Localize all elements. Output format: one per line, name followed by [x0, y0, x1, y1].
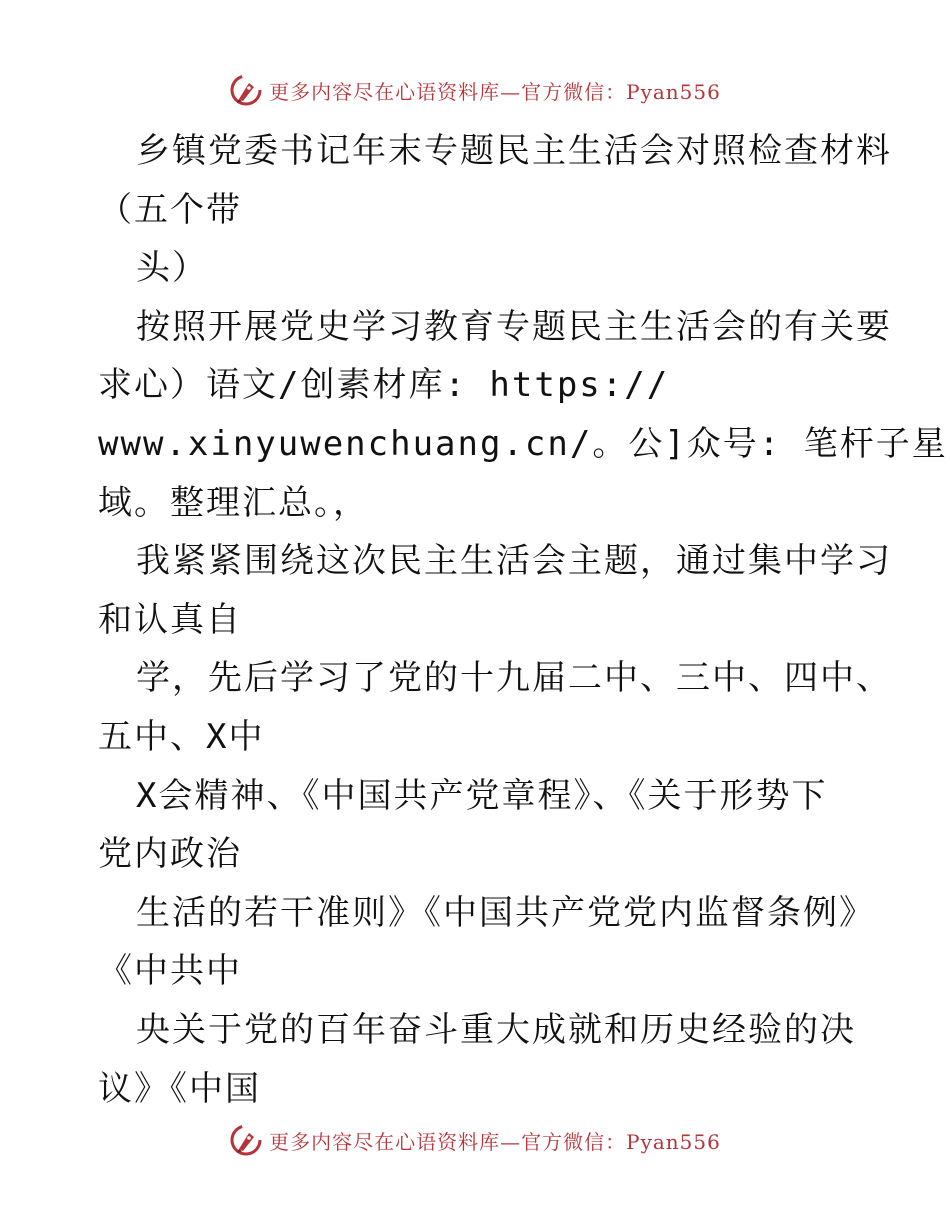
text-line: 我紧紧围绕这次民主生活会主题，通过集中学习: [136, 541, 892, 582]
text-line: 按照开展党史学习教育专题民主生活会的有关要: [136, 306, 892, 347]
text-line: X会精神、《中国共产党章程》、《关于形势下: [136, 775, 828, 816]
text-line: 学，先后学习了党的十九届二中、三中、四中、: [136, 658, 892, 699]
text-line: 头）: [136, 248, 208, 289]
text-line: 央关于党的百年奋斗重大成就和历史经验的决: [136, 1009, 856, 1050]
text-line: 五中、X中: [98, 716, 265, 757]
text-line: 议》《中国: [98, 1068, 261, 1109]
footer-banner-text: 更多内容尽在心语资料库—官方微信：Pyan556: [269, 1129, 721, 1154]
text-line: （五个带: [98, 189, 242, 230]
text-line: 乡镇党委书记年末专题民主生活会对照检查材料: [136, 131, 892, 171]
header-banner-text: 更多内容尽在心语资料库—官方微信：Pyan556: [269, 79, 721, 104]
footer-banner: [0, 1120, 950, 1160]
text-line: 《中共中: [98, 951, 242, 992]
text-line: www.xinyuwenchuang.cn/。公]众号: 笔杆子星: [98, 423, 948, 464]
text-line: 党内政治: [98, 834, 242, 875]
document-body: [98, 122, 948, 1118]
text-line: 求心）语文/创素材库: https://: [98, 365, 670, 406]
text-line: 和认真自: [98, 599, 242, 640]
text-line: 生活的若干准则》《中国共产党党内监督条例》: [136, 892, 875, 933]
text-line: 域。整理汇总。，: [98, 482, 369, 523]
header-banner: [0, 70, 950, 110]
pen-nib-swirl-icon: [229, 73, 263, 107]
pen-nib-swirl-icon: [229, 1123, 263, 1157]
